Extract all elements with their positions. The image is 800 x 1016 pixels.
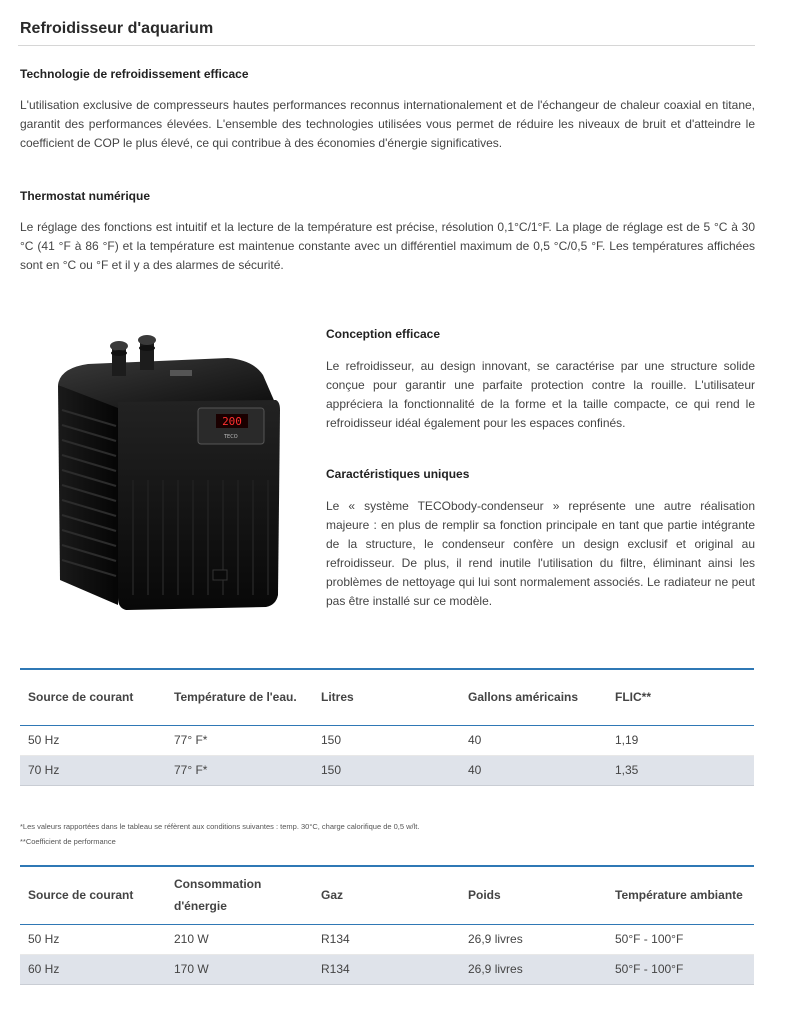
table-cell: 60 Hz [20,954,166,984]
spec-table-capacity [20,668,754,786]
table-header-cell: Source de courant [20,669,166,725]
section-heading-features: Caractéristiques uniques [326,467,470,481]
table-header-cell: FLIC** [607,669,754,725]
section-text-thermostat: Le réglage des fonctions est intuitif et la lecture de la température est précise, résolution 0,1°C/1°F. La plage de réglage est de 5 °C à 30 °C (41 °F à 86 °F) et la température est maintenue constante avec un différentiel maximum de 0,5 °C/0,5 °F. Les températures affichées sont en °C ou °F et il y a des alarmes de sécurité. [20,220,755,272]
page-title: Refroidisseur d'aquarium [20,20,214,37]
title-divider [18,45,755,46]
table-cell: 40 [460,755,607,785]
table-cell: 170 W [166,954,313,984]
table-row [20,954,754,984]
table-row [20,755,754,785]
table-row [20,924,754,954]
table-cell: R134 [313,954,460,984]
section-heading-design: Conception efficace [326,327,441,341]
table-cell: 210 W [166,924,313,954]
table-header-cell: Poids [460,866,607,924]
product-image [48,330,290,620]
section-heading-thermostat: Thermostat numérique [20,189,151,203]
table-cell: 50°F - 100°F [607,954,754,984]
table-cell: 1,19 [607,725,754,755]
section-text-technology: L'utilisation exclusive de compresseurs hautes performances reconnus internationalement et de l'échangeur de chaleur coaxial en titane, garantit des performances élevées. L'ensemble des technologies utilisées vous permet de réduire les niveaux de bruit et d'atteindre le coefficient de COP le plus élevé, ce qui contribue à des économies d'énergie significatives. [20,98,755,150]
table-header-cell: Litres [313,669,460,725]
table-header-cell: Gallons américains [460,669,607,725]
table-cell: 26,9 livres [460,954,607,984]
table-cell: 70 Hz [20,755,166,785]
table-cell: 50°F - 100°F [607,924,754,954]
table-header-row [20,669,754,725]
section-text-design: Le refroidisseur, au design innovant, se caractérise par une structure solide conçue pour garantir une parfaite protection contre la rouille. L'utilisateur appréciera la fonctionnalité de la forme et la taille compacte, ce qui rend le refroidisseur idéal également pour les espaces confinés. [326,359,755,430]
table-cell: 26,9 livres [460,924,607,954]
table-header-cell: Source de courant [20,866,166,924]
table-cell: 1,35 [607,755,754,785]
footnote-conditions: *Les valeurs rapportées dans le tableau se réfèrent aux conditions suivantes : temp. 30°C, charge calorifique de 0,5 w/lt. [20,822,420,831]
table-cell: 50 Hz [20,725,166,755]
table-cell: 50 Hz [20,924,166,954]
table-header-cell: Température ambiante [607,866,754,924]
table-header-cell: Consommation d'énergie [166,866,313,924]
table-cell: 150 [313,725,460,755]
table-row [20,725,754,755]
display-brand: TECO [224,434,238,440]
table-header-row [20,866,754,924]
section-heading-technology: Technologie de refroidissement efficace [20,67,249,81]
footnote-cop: **Coefficient de performance [20,837,116,846]
table-header-cell: Température de l'eau. [166,669,313,725]
table-cell: 40 [460,725,607,755]
table-cell: R134 [313,924,460,954]
table-cell: 77° F* [166,755,313,785]
section-text-features: Le « système TECObody-condenseur » représente une autre réalisation majeure : en plus de remplir sa fonction principale en tant que partie intégrante de la structure, le condenseur confère un design exclusif et original au refroidisseur. De plus, il rend inutile l'utilisation du filtre, éliminant ainsi les problèmes de nettoyage qui lui sont normalement associés. Le radiateur ne peut pas être installé sur ce modèle. [326,499,755,608]
table-header-cell: Gaz [313,866,460,924]
spec-table-technical [20,865,754,985]
table-cell: 77° F* [166,725,313,755]
table-cell: 150 [313,755,460,785]
display-readout: 200 [222,415,242,428]
